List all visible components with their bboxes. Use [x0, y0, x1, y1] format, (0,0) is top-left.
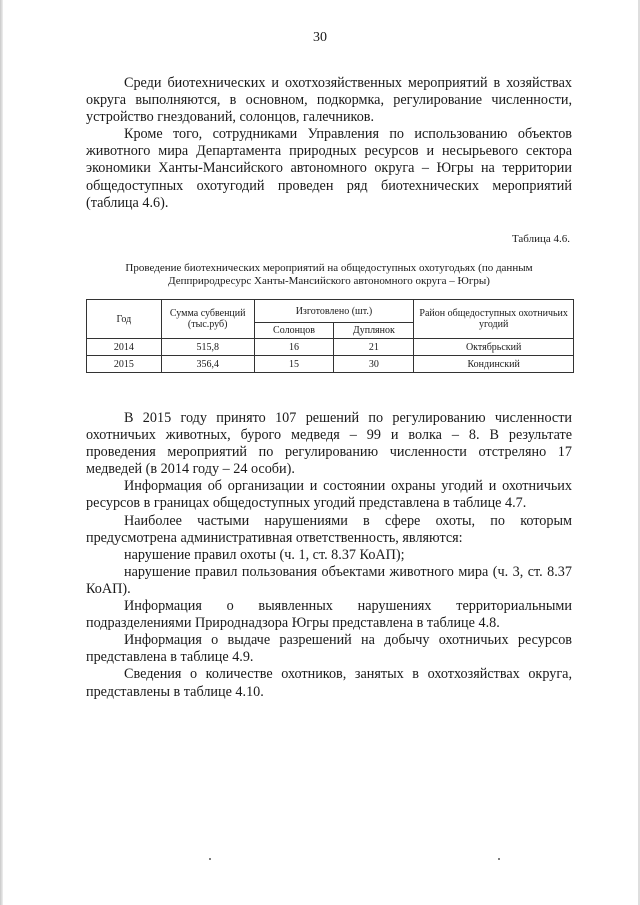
cell-nest-boxes: 30 — [334, 356, 414, 373]
cell-salt-licks: 15 — [254, 356, 334, 373]
paragraph: В 2015 году принято 107 решений по регулированию численности охотничьих животных, бурого медведя – 99 и волка – 8. В результате проведения мероприятий по регулированию численности отстреляно 17 медведей (в 2014 году – 24 особи). — [86, 410, 572, 478]
cell-district: Кондинский — [414, 356, 574, 373]
page-number: 30 — [313, 30, 327, 45]
biotech-measures-table — [86, 299, 574, 373]
scan-speck — [498, 858, 500, 860]
cell-subsidy: 515,8 — [161, 339, 254, 356]
paragraph: нарушение правил пользования объектами животного мира (ч. 3, ст. 8.37 КоАП). — [86, 563, 572, 597]
header-year: Год — [87, 300, 162, 339]
scan-edge-left — [0, 0, 3, 905]
header-district: Район общедоступных охотничьих угодий — [414, 300, 574, 339]
cell-district: Октябрьский — [414, 339, 574, 356]
table-row — [87, 356, 574, 373]
paragraph: Среди биотехнических и охотхозяйственных мероприятий в хозяйствах округа выполняются, в основном, подкормка, регулирование численности, устройство гнездований, солонцов, галечников. — [86, 75, 572, 126]
paragraph: нарушение правил охоты (ч. 1, ст. 8.37 КоАП); — [124, 546, 405, 563]
cell-year: 2015 — [87, 356, 162, 373]
paragraph: Информация о выявленных нарушениях территориальными подразделениями Природнадзора Югры представлена в таблице 4.8. — [86, 598, 572, 632]
header-nest-boxes: Дуплянок — [334, 323, 414, 339]
cell-salt-licks: 16 — [254, 339, 334, 356]
table-label: Таблица 4.6. — [511, 233, 570, 245]
table-row — [87, 339, 574, 356]
paragraph: Информация о выдаче разрешений на добычу охотничьих ресурсов представлена в таблице 4.9. — [86, 632, 572, 666]
paragraph: Информация об организации и состоянии охраны угодий и охотничьих ресурсов в границах общедоступных угодий представлена в таблице 4.7. — [86, 478, 572, 512]
cell-year: 2014 — [87, 339, 162, 356]
scan-speck — [209, 858, 211, 860]
header-subsidy: Сумма субвенций (тыс.руб) — [161, 300, 254, 339]
paragraph: Наиболее частыми нарушениями в сфере охоты, по которым предусмотрена административная ответственность, являются: — [86, 512, 572, 546]
text-block-bottom — [86, 410, 572, 701]
cell-nest-boxes: 21 — [334, 339, 414, 356]
table-title: Проведение биотехнических мероприятий на общедоступных охотугодьях (по данным Депприродресурс Ханты-Мансийского автономного округа – Югры) — [125, 262, 533, 287]
cell-subsidy: 356,4 — [161, 356, 254, 373]
paragraph: Сведения о количестве охотников, занятых в охотхозяйствах округа, представлены в таблице 4.10. — [86, 666, 572, 700]
header-salt-licks: Солонцов — [254, 323, 334, 339]
paragraph: Кроме того, сотрудниками Управления по использованию объектов животного мира Департамента природных ресурсов и несырьевого сектора экономики Ханты-Мансийского автономного округа – Югры на территории общедоступных охотугодий проведен ряд биотехнических мероприятий (таблица 4.6). — [86, 126, 572, 211]
header-made-group: Изготовлено (шт.) — [254, 300, 414, 323]
text-block-top — [86, 75, 572, 212]
